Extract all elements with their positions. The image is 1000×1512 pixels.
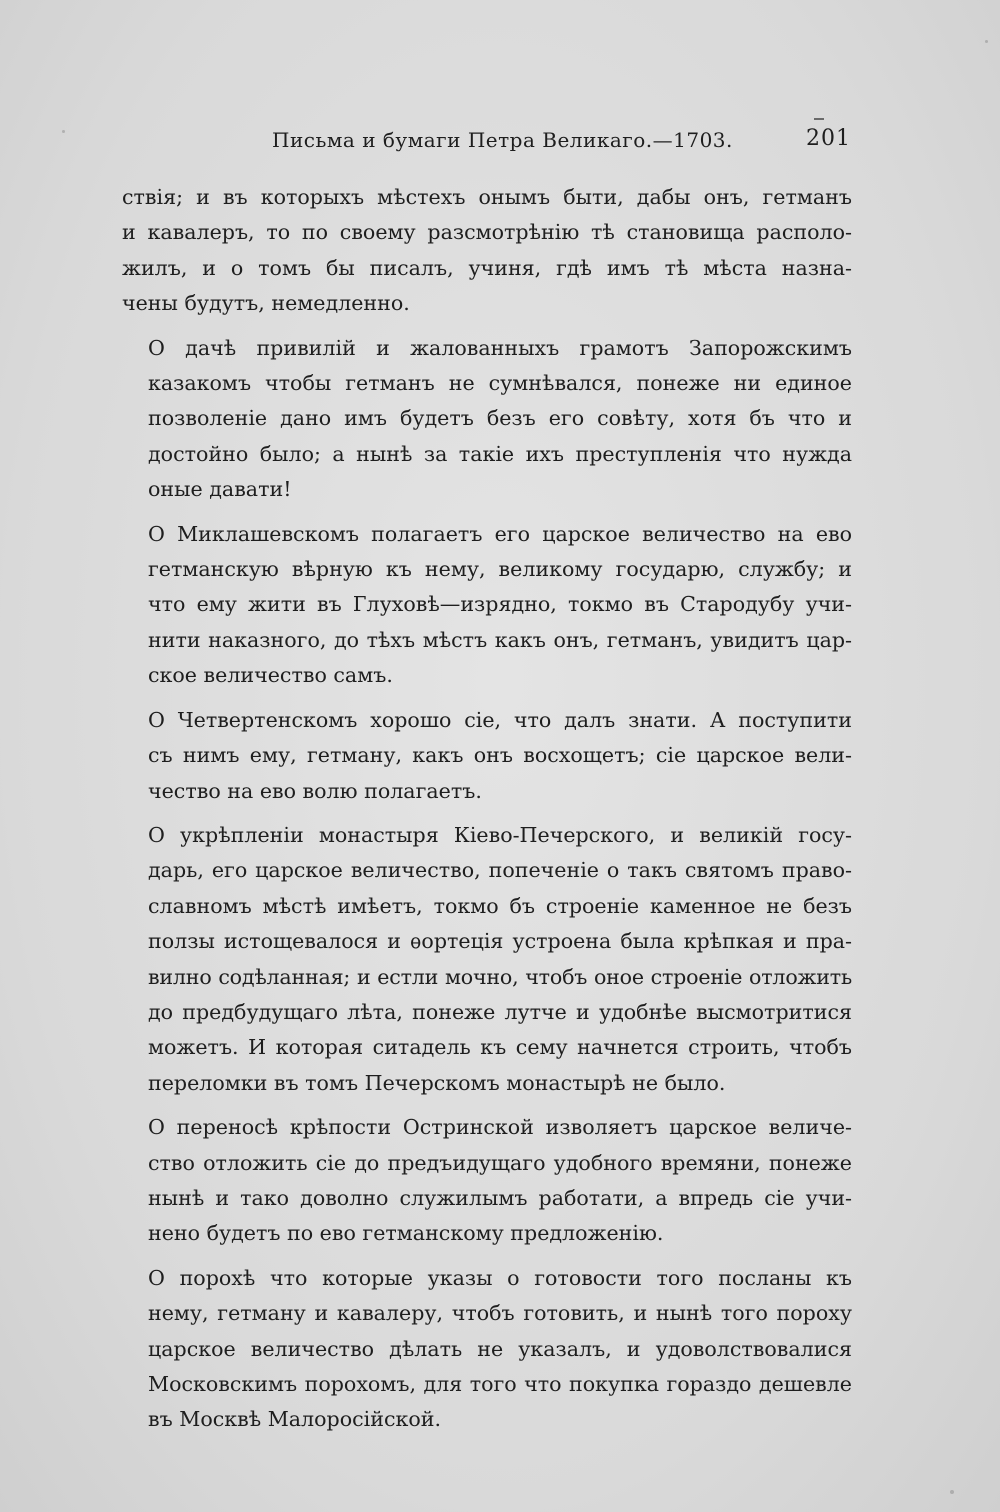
paragraph-1 (122, 180, 852, 322)
text-line: нити наказного, до тѣхъ мѣстъ какъ онъ, гетманъ, увидитъ цар- (148, 627, 852, 652)
text-line: чены будутъ, немедленно. (122, 291, 410, 316)
text-line: ство отложить сіе до предъидущаго удобного времяни, понеже (148, 1150, 852, 1175)
print-mark (814, 118, 824, 120)
text-line: гетманскую вѣрную къ нему, великому государю, службу; и (148, 557, 852, 582)
text-line: ское величество самъ. (148, 663, 393, 688)
text-line: переломки въ томъ Печерскомъ монастырѣ не было. (148, 1070, 726, 1095)
text-line: О Четвертенскомъ хорошо сіе, что далъ знати. А поступити (148, 707, 852, 732)
paper-speck (950, 1490, 954, 1494)
paragraph-2 (122, 331, 852, 508)
paragraph-5 (122, 818, 852, 1101)
text-line: можетъ. И которая ситадель къ сему начнется строить, чтобъ (148, 1035, 852, 1060)
text-line: нынѣ и тако доволно служилымъ работати, а впредь сіе учи- (148, 1185, 852, 1210)
text-line: нено будетъ по ево гетманскому предложенію. (148, 1221, 664, 1246)
text-line: позволеніе дано имъ будетъ безъ его совѣту, хотя бъ что и (148, 406, 852, 431)
text-line: дарь, его царское величество, попеченіе о такъ святомъ право- (148, 858, 852, 883)
text-line: чество на ево волю полагаетъ. (148, 778, 482, 803)
paper-speck (62, 130, 65, 133)
text-line: О переносѣ крѣпости Остринской изволяетъ царское величе- (148, 1115, 852, 1140)
text-line: вилно содѣланная; и естли мочно, чтобъ оное строеніе отложить (148, 964, 852, 989)
running-title: Письма и бумаги Петра Великаго.—1703. (272, 128, 733, 152)
body-text (122, 180, 852, 1447)
text-line: О дачѣ привилій и жалованныхъ грамотъ Запорожскимъ (148, 335, 852, 360)
paper-speck (985, 40, 988, 43)
text-line: въ Москвѣ Малоросійской. (148, 1407, 442, 1432)
text-line: ползы истощевалося и ѳортеція устроена была крѣпкая и пра- (148, 929, 852, 954)
page-number: 201 (806, 126, 851, 151)
text-line: съ нимъ ему, гетману, какъ онъ восхощетъ; сіе царское вели- (148, 743, 852, 768)
paragraph-3 (122, 517, 852, 694)
text-line: О порохѣ что которые указы о готовости того посланы къ (148, 1265, 852, 1290)
text-line: и кавалеръ, то по своему разсмотрѣнію тѣ становища располо- (122, 220, 852, 245)
paragraph-4 (122, 703, 852, 809)
paragraph-7 (122, 1261, 852, 1438)
text-line: Московскимъ порохомъ, для того что покупка гораздо дешевле (148, 1372, 852, 1396)
text-line: достойно было; а нынѣ за такіе ихъ преступленія что нужда (148, 441, 852, 466)
text-line: нему, гетману и кавалеру, чтобъ готовить, и нынѣ того пороху (148, 1301, 852, 1326)
text-line: жилъ, и о томъ бы писалъ, учиня, гдѣ имъ тѣ мѣста назна- (122, 255, 852, 280)
paragraph-6 (122, 1110, 852, 1252)
text-line: царское величество дѣлать не указалъ, и удоволствовалися (148, 1336, 852, 1361)
text-line: до предбудущаго лѣта, понеже лутче и удобнѣе высмотритися (148, 999, 852, 1024)
text-line: казакомъ чтобы гетманъ не сумнѣвался, понеже ни единое (148, 371, 852, 396)
text-line: славномъ мѣстѣ имѣетъ, токмо бъ строеніе каменное не безъ (148, 893, 852, 918)
text-line: ствія; и въ которыхъ мѣстехъ онымъ быти, дабы онъ, гетманъ (122, 185, 852, 209)
text-line: О укрѣпленіи монастыря Кіево-Печерского, и великій госу- (148, 822, 852, 847)
text-line: О Миклашевскомъ полагаетъ его царское величество на ево (148, 521, 852, 546)
text-line: оные давати! (148, 477, 292, 502)
text-line: что ему жити въ Глуховѣ—изрядно, токмо въ Стародубу учи- (148, 592, 852, 617)
